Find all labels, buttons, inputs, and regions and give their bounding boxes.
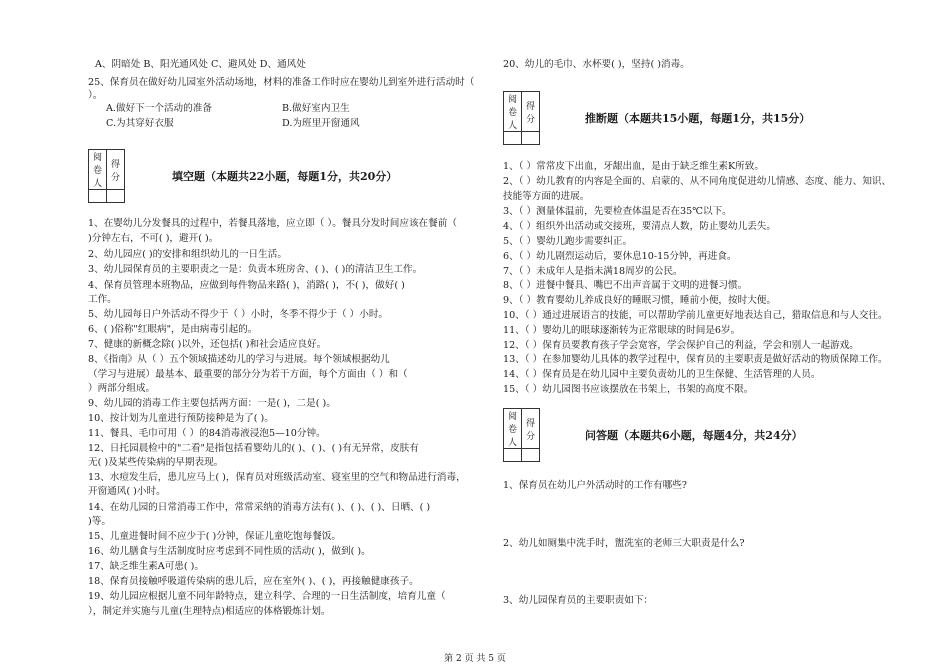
q20-line: 20、幼儿的毛巾、水杯要( )，坚持( )消毒。	[503, 59, 690, 70]
qa-question: 2、幼儿如厕集中洗手时，盥洗室的老师三大职责是什么?	[503, 538, 745, 549]
fill-line: )等。	[88, 516, 111, 527]
q25-option-b: B.做好室内卫生	[282, 103, 350, 114]
judge-line: 6、（ ）幼儿剧烈运动后，要休息10-15分钟，再进食。	[503, 251, 737, 262]
judge-line: 13、（ ）在参加婴幼儿具体的教学过程中，保育员的主要职责是做好活动的物质保障工作。	[503, 354, 888, 365]
fill-line: 9、幼儿园的消毒工作主要包括两方面：一是( )，二是( )。	[88, 398, 336, 409]
score-label: 得分	[107, 150, 125, 190]
fill-line: 7、健康的新概念除( )以外，还包括( )和社会适应良好。	[88, 339, 327, 350]
q25-option-c: C.为其穿好衣服	[106, 118, 174, 129]
judge-line: 15、（ ）幼儿园图书应该摆放在书架上，书架的高度不限。	[503, 384, 754, 395]
reviewer-label: 阅卷人	[504, 92, 522, 132]
q25-stem-cont: ）。	[88, 90, 103, 101]
page-footer: 第 2 页 共 5 页	[444, 654, 506, 664]
q25-option-d: D.为班里开窗通风	[282, 118, 360, 129]
fill-line: 6、( )俗称"红眼病"，是由病毒引起的。	[88, 324, 258, 335]
fill-line: 18、保育员接触呼吸道传染病的患儿后，应在室外( )、( )，再接触健康孩子。	[88, 576, 419, 587]
judge-line: 4、（ ）组织外出活动或交接班，要清点人数，防止婴幼儿丢失。	[503, 221, 776, 232]
fill-line: 13、水痘发生后，患儿应马上( )，保育员对班级活动室、寝室里的空气和物品进行消毒，	[88, 472, 466, 483]
fill-line: ），制定并实施与儿童(生理特点)相适应的体格锻炼计划。	[88, 606, 331, 617]
score-cell	[522, 132, 540, 145]
fill-line: 开窗通风( )小时。	[88, 486, 166, 497]
fill-line: 工作。	[88, 294, 117, 305]
fill-line: ）两部分组成。	[88, 383, 156, 394]
score-table-fill	[88, 149, 125, 203]
reviewer-label: 阅卷人	[504, 409, 522, 449]
fill-line: )分钟左右，不可( )，避开( )。	[88, 233, 219, 244]
qa-question: 1、保育员在幼儿户外活动时的工作有哪些?	[503, 480, 687, 491]
reviewer-label: 阅卷人	[89, 150, 107, 190]
score-label: 得分	[522, 92, 540, 132]
qa-question: 3、幼儿园保育员的主要职责如下：	[503, 595, 654, 606]
judge-line: 14、（ ）保育员是在幼儿园中主要负责幼儿的卫生保健、生活管理的人员。	[503, 369, 821, 380]
reviewer-cell	[504, 449, 522, 462]
fill-line: 19、幼儿园应根据儿童不同年龄特点，建立科学、合理的一日生活制度，培育儿童（	[88, 591, 446, 602]
section-title-qa: 问答题（本题共6小题，每题4分，共24分）	[585, 429, 803, 442]
fill-line: 1、在婴幼儿分发餐具的过程中，若餐具落地，应立即（ ）。餐具分发时间应该在餐前（	[88, 218, 457, 229]
section-title-judge: 推断题（本题共15小题，每题1分，共15分）	[585, 112, 811, 125]
score-label: 得分	[522, 409, 540, 449]
fill-line: 17、缺乏维生素A可患( )。	[88, 561, 205, 572]
judge-line: 8、（ ）进餐中餐具、嘴巴不出声音属于文明的进餐习惯。	[503, 280, 748, 291]
q25-option-a: A.做好下一个活动的准备	[106, 103, 212, 114]
q24-options: A、阴暗处 B、阳光通风处 C、避风处 D、通风处	[95, 59, 306, 70]
q25-stem: 25、保育员在做好幼儿园室外活动场地，材料的准备工作时应在婴幼儿到室外进行活动时（	[88, 77, 475, 88]
judge-line: 10、（ ）通过进展语言的技能，可以帮助学前儿童更好地表达自己，猎取信息和与人交往。	[503, 310, 888, 321]
reviewer-cell	[89, 190, 107, 203]
judge-line: 7、（ ）未成年人是指未满18周岁的公民。	[503, 266, 683, 277]
score-table-qa	[503, 408, 540, 462]
fill-line: 15、儿童进餐时间不应少于( )分钟，保证儿童吃饱每餐饭。	[88, 531, 341, 542]
judge-line: 11、（ ）婴幼儿的眼球逐渐转为正常眼球的时间是6岁。	[503, 325, 741, 336]
fill-line: 16、幼儿膳食与生活制度时应考虑到不同性质的活动( )，做到( )。	[88, 546, 371, 557]
fill-line: 4、保育员管理本班物品，应做到每件物品来路( )，消路( )，不( )，做好( )	[88, 280, 405, 291]
fill-line: 8、《指南》从（ ）五个领域描述幼儿的学习与进展。每个领域根据幼儿	[88, 354, 390, 365]
judge-line: 5、（ ）婴幼儿跑步需要纠正。	[503, 236, 633, 247]
reviewer-cell	[504, 132, 522, 145]
judge-line: 9、（ ）教育婴幼儿养成良好的睡眠习惯，睡前小便，按时大便。	[503, 295, 776, 306]
fill-line: 10、按计划为儿童进行预防接种是为了( )。	[88, 413, 274, 424]
fill-line: 5、幼儿园每日户外活动不得少于（ ）小时，冬季不得少于（ ）小时。	[88, 309, 389, 320]
score-table-judge	[503, 91, 540, 145]
judge-line: 12、（ ）保育员要教育孩子学会宽容，学会保护自己的利益，学会和别人一起游戏。	[503, 340, 859, 351]
judge-line: 2、（ ）幼儿教育的内容是全面的、启蒙的、从不同角度促进幼儿情感、态度、能力、知识、	[503, 176, 892, 187]
fill-line: 14、在幼儿园的日常消毒工作中，常常采纳的消毒方法有( )、( )、( )、日晒、( )	[88, 502, 431, 513]
fill-line: 11、餐具、毛巾可用（ ）的84消毒液浸泡5—10分钟。	[88, 428, 326, 439]
judge-line: 3、（ ）测量体温前，先要检查体温是否在35℃以下。	[503, 206, 732, 217]
section-title-fill: 填空题（本题共22小题，每题1分，共20分）	[172, 170, 398, 183]
score-cell	[522, 449, 540, 462]
fill-line: （学习与进展）最基本、最重要的部分分为若干方面，每个方面由（ ）和（	[88, 369, 408, 380]
fill-line: 12、日托园晨检中的"二看"是指包括看婴幼儿的( )、( )、( )有无异常，皮肤有	[88, 443, 419, 454]
judge-line: 1、（ ）常常皮下出血，牙龈出血，是由于缺乏维生素K所致。	[503, 161, 764, 172]
fill-line: 3、幼儿园保育员的主要职责之一是：负责本班房舍、( )、( )的清洁卫生工作。	[88, 264, 423, 275]
fill-line: 2、幼儿园应( )的安排和组织幼儿的一日生活。	[88, 249, 287, 260]
judge-line: 技能等方面的进展。	[503, 191, 590, 202]
fill-line: 无( )及某些传染病的早期表现。	[88, 457, 224, 468]
score-cell	[107, 190, 125, 203]
